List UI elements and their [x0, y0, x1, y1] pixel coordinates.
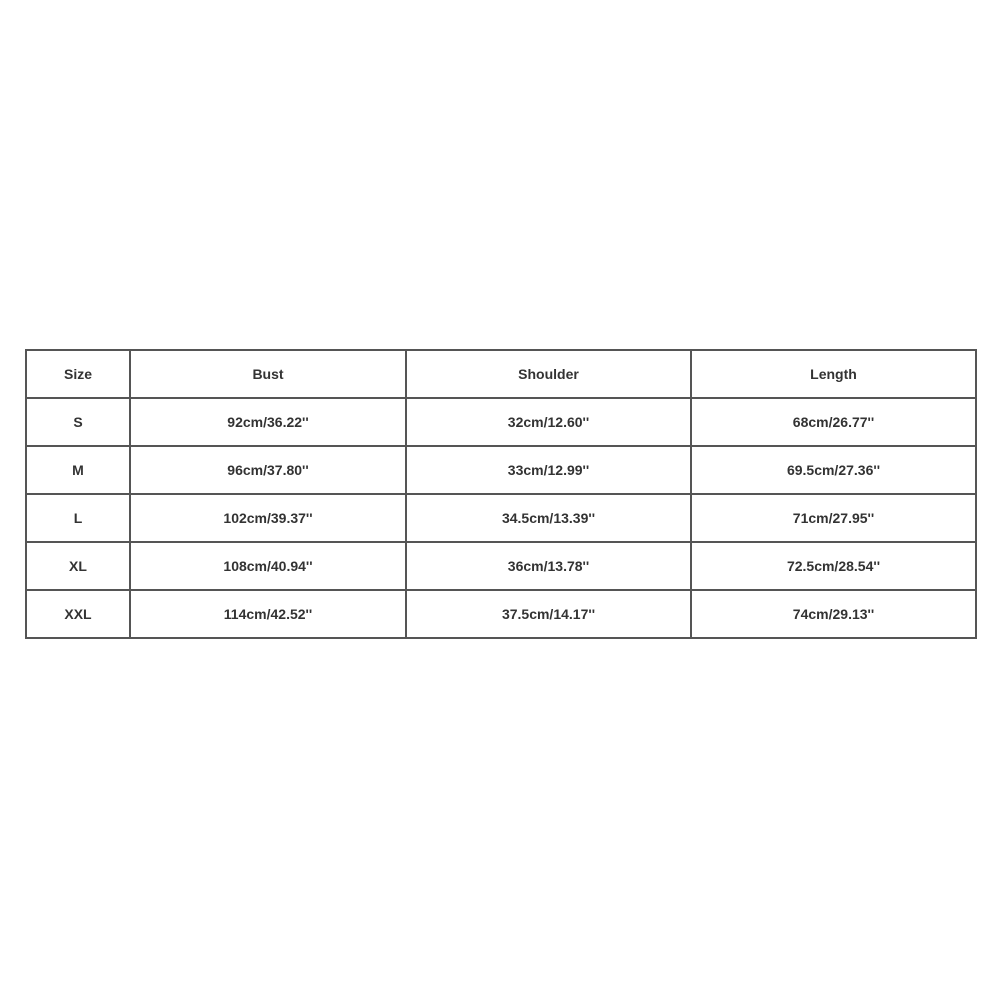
cell-shoulder: 34.5cm/13.39'': [406, 494, 691, 542]
table-row: [26, 446, 976, 494]
cell-shoulder: 36cm/13.78'': [406, 542, 691, 590]
cell-bust: 92cm/36.22'': [130, 398, 406, 446]
cell-shoulder: 32cm/12.60'': [406, 398, 691, 446]
table-row: [26, 590, 976, 638]
cell-length: 69.5cm/27.36'': [691, 446, 976, 494]
cell-length: 71cm/27.95'': [691, 494, 976, 542]
table-row: [26, 494, 976, 542]
cell-bust: 102cm/39.37'': [130, 494, 406, 542]
cell-size: XL: [26, 542, 130, 590]
cell-shoulder: 37.5cm/14.17'': [406, 590, 691, 638]
cell-size: S: [26, 398, 130, 446]
header-bust: Bust: [130, 350, 406, 398]
cell-size: XXL: [26, 590, 130, 638]
table-row: [26, 542, 976, 590]
cell-shoulder: 33cm/12.99'': [406, 446, 691, 494]
header-length: Length: [691, 350, 976, 398]
cell-bust: 114cm/42.52'': [130, 590, 406, 638]
header-row: [26, 350, 976, 398]
cell-size: L: [26, 494, 130, 542]
cell-length: 68cm/26.77'': [691, 398, 976, 446]
cell-length: 72.5cm/28.54'': [691, 542, 976, 590]
header-shoulder: Shoulder: [406, 350, 691, 398]
cell-size: M: [26, 446, 130, 494]
cell-length: 74cm/29.13'': [691, 590, 976, 638]
cell-bust: 108cm/40.94'': [130, 542, 406, 590]
size-chart-table: [25, 349, 977, 639]
table-row: [26, 398, 976, 446]
cell-bust: 96cm/37.80'': [130, 446, 406, 494]
header-size: Size: [26, 350, 130, 398]
